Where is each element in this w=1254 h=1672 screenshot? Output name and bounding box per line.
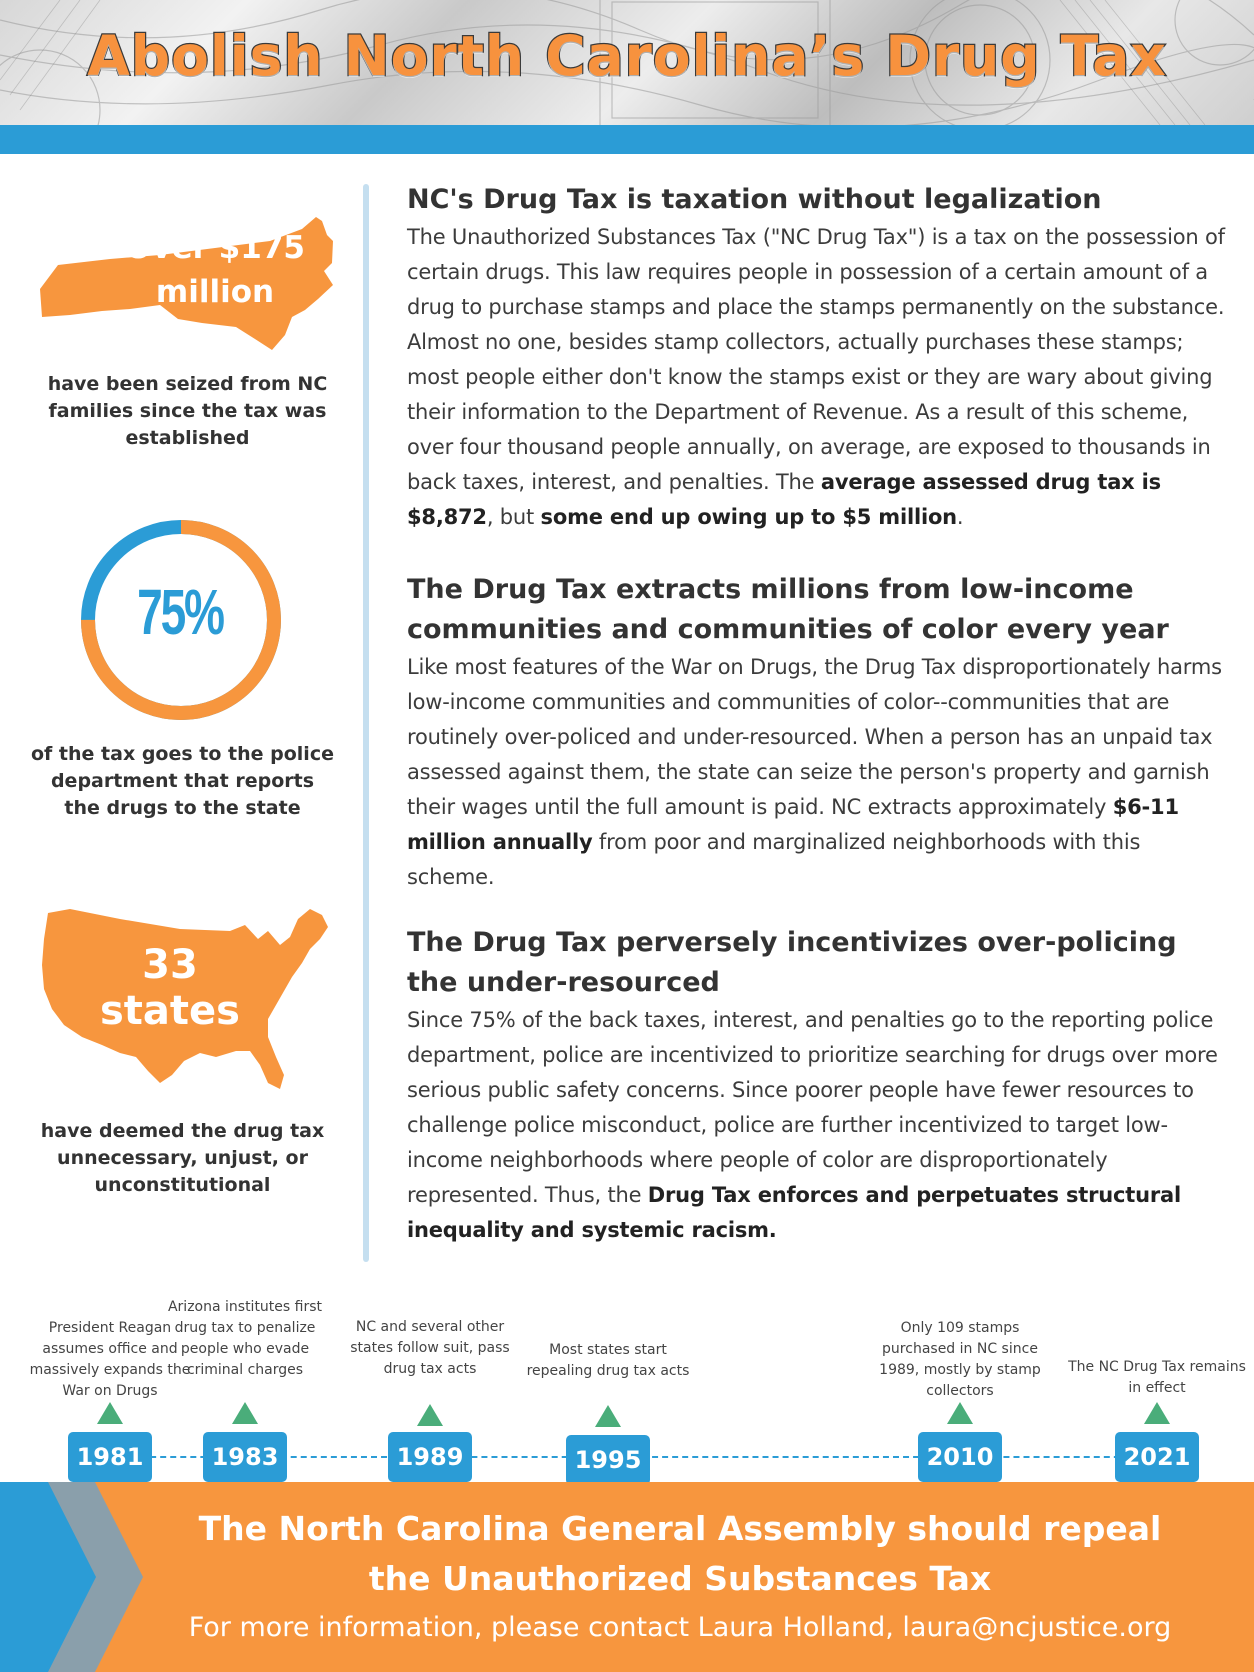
stat-seized-line1: Over $175 [125,230,305,266]
header-banner [0,0,1254,125]
section-heading: NC's Drug Tax is taxation without legalization [407,184,1102,215]
timeline-year-badge: 1983 [203,1432,287,1482]
section-extraction [407,570,1227,895]
timeline-year-badge: 1989 [388,1432,472,1482]
timeline-year-badge: 1981 [68,1432,152,1482]
stat-seized-amount [100,226,330,314]
call-to-action: The North Carolina General Assembly should repeal the Unauthorized Substances Tax [198,1509,1162,1598]
section-body: Since 75% of the back taxes, interest, and penalties go to the reporting police department, police are incentivized to prioritize searching for drugs over more serious public safety concerns. Since poorer people have fewer resources to challenge police misconduct, police are further incentivized to target low-income neighborhoods where people of color are disproportionately represented. Thus, the Drug Tax enforces and perpetuates structural inequality and systemic racism. [407,1008,1218,1242]
section-heading: The Drug Tax extracts millions from low-income communities and communities of color every year [407,574,1169,645]
stat-percentage: 75% [137,576,223,648]
section-body: Like most features of the War on Drugs, the Drug Tax disproportionately harms low-income communities and communities of color--communities that are routinely over-policed and under-resourced. When a person has an unpaid tax assessed against them, the state can seize the person's property and garnish their wages until the full amount is paid. NC extracts approximately $6-11 million annually from poor and marginalized neighborhoods with this scheme. [407,655,1222,889]
timeline-event-text: Arizona institutes first drug tax to penalize people who evade criminal charges [167,1299,323,1378]
timeline-event-text: Most states start repealing drug tax acts [526,1342,690,1379]
timeline-event-text: NC and several other states follow suit, pass drug tax acts [350,1319,510,1377]
stat-percentage-caption: of the tax goes to the police department that reports the drugs to the state [31,743,334,819]
contact-info: For more information, please contact Laura Holland, laura@ncjustice.org [188,1612,1172,1643]
page-title: Abolish North Carolina’s Drug Tax [87,24,1167,88]
timeline-year-badge: 2021 [1115,1432,1199,1482]
triangle-marker-icon [1144,1402,1170,1424]
timeline-event-text: Only 109 stamps purchased in NC since 1989, mostly by stamp collectors [879,1320,1041,1399]
timeline-year-badge: 1995 [566,1435,650,1485]
chevron-decoration-icon [0,1482,160,1672]
timeline-event-text: President Reagan assumes office and massively expands the War on Drugs [29,1320,191,1399]
section-body: The Unauthorized Substances Tax ("NC Drug Tax") is a tax on the possession of certain drugs. This law requires people in possession of a certain amount of a drug to purchase stamps and place the stamps permanently on the substance. Almost no one, besides stamp collectors, actually purchases these stamps; most people either don't know the stamps exist or they are wary about giving their information to the Department of Revenue. As a result of this scheme, over four thousand people annually, on average, are exposed to thousands in back taxes, interest, and penalties. The average assessed drug tax is $8,872, but some end up owing up to $5 million. [407,225,1225,529]
stat-seized-caption: have been seized from NC families since the tax was established [47,373,328,449]
triangle-marker-icon [595,1405,621,1427]
section-taxation [407,180,1227,535]
timeline-year-badge: 2010 [918,1432,1002,1482]
stat-states [55,942,285,1034]
section-heading: The Drug Tax perversely incentivizes over-policing the under-resourced [407,927,1177,998]
column-divider [363,184,369,1262]
stat-states-number: 33 [142,942,198,988]
stat-states-caption: have deemed the drug tax unnecessary, unjust, or unconstitutional [40,1120,325,1196]
triangle-marker-icon [232,1402,258,1424]
section-overpolicing [407,923,1227,1248]
stat-states-label: states [100,988,240,1034]
stat-seized-line2: million [155,274,275,310]
timeline-event-text: The NC Drug Tax remains in effect [1068,1359,1246,1396]
triangle-marker-icon [97,1402,123,1424]
header-accent-band [0,125,1254,154]
footer-banner [0,1482,1254,1672]
triangle-marker-icon [417,1404,443,1426]
triangle-marker-icon [947,1402,973,1424]
